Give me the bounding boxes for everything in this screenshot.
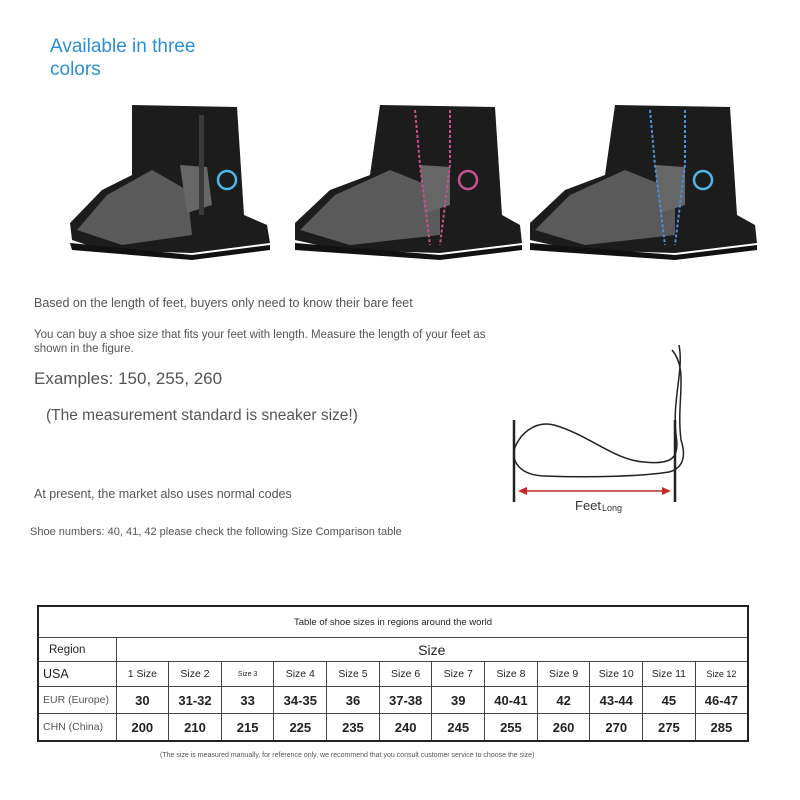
table-cell: 1 Size xyxy=(116,662,169,687)
region-header: Region xyxy=(38,638,116,662)
headline: Available in three colors xyxy=(50,36,196,80)
table-header-row xyxy=(38,638,748,662)
stitch-line xyxy=(199,115,204,215)
table-cell: 31-32 xyxy=(169,687,222,714)
table-cell: Size 8 xyxy=(485,662,538,687)
table-cell: 215 xyxy=(221,714,274,742)
foot-measurement-diagram xyxy=(494,340,694,520)
table-cell: Size 10 xyxy=(590,662,643,687)
table-cell: Size 6 xyxy=(379,662,432,687)
table-cell: 260 xyxy=(537,714,590,742)
table-cell: Size 2 xyxy=(169,662,222,687)
row-label-usa: USA xyxy=(38,662,116,687)
product-images xyxy=(0,95,800,265)
table-cell: 43-44 xyxy=(590,687,643,714)
table-cell: 30 xyxy=(116,687,169,714)
market-codes-text: At present, the market also uses normal codes xyxy=(34,487,292,501)
feet-length-label: Feet$_{Long}$ xyxy=(575,498,623,513)
table-row xyxy=(38,714,748,742)
table-cell: 46-47 xyxy=(695,687,748,714)
table-caption: Table of shoe sizes in regions around the world xyxy=(38,606,748,638)
table-cell: 225 xyxy=(274,714,327,742)
shoe-numbers-text: Shoe numbers: 40, 41, 42 please check the following Size Comparison table xyxy=(30,526,402,538)
table-caption-row xyxy=(38,606,748,638)
table-cell: 34-35 xyxy=(274,687,327,714)
boot-image-blue[interactable] xyxy=(530,105,757,260)
instruction-line-1: Based on the length of feet, buyers only need to know their bare feet xyxy=(34,296,413,310)
table-cell: Size 9 xyxy=(537,662,590,687)
table-cell: 39 xyxy=(432,687,485,714)
table-cell: Size 4 xyxy=(274,662,327,687)
table-cell: 40-41 xyxy=(485,687,538,714)
table-cell: 245 xyxy=(432,714,485,742)
foot-outline xyxy=(514,345,684,477)
table-cell: 275 xyxy=(643,714,696,742)
table-row xyxy=(38,687,748,714)
measurement-standard-text: (The measurement standard is sneaker size!) xyxy=(46,407,358,424)
size-header: Size xyxy=(116,638,748,662)
table-cell: Size 12 xyxy=(695,662,748,687)
table-cell: 45 xyxy=(643,687,696,714)
table-cell: 200 xyxy=(116,714,169,742)
table-cell: 33 xyxy=(221,687,274,714)
table-cell: 270 xyxy=(590,714,643,742)
table-cell: 240 xyxy=(379,714,432,742)
table-cell: 235 xyxy=(327,714,380,742)
arrow-head-left xyxy=(518,487,527,495)
footnote: (The size is measured manually, for reference only, we recommend that you consult customer service to choose the size) xyxy=(160,752,535,759)
table-cell: 37-38 xyxy=(379,687,432,714)
examples-text: Examples: 150, 255, 260 xyxy=(34,369,223,388)
table-cell: 36 xyxy=(327,687,380,714)
row-label-eur: EUR (Europe) xyxy=(38,687,116,714)
table-cell: Size 11 xyxy=(643,662,696,687)
table-cell: 210 xyxy=(169,714,222,742)
arrow-head-right xyxy=(662,487,671,495)
table-cell: Size 5 xyxy=(327,662,380,687)
table-cell: 255 xyxy=(485,714,538,742)
table-cell: 42 xyxy=(537,687,590,714)
instruction-line-2: You can buy a shoe size that fits your feet with length. Measure the length of your feet as shown in the figure. xyxy=(34,329,486,355)
table-cell: 285 xyxy=(695,714,748,742)
table-cell: Size 7 xyxy=(432,662,485,687)
table-cell: Size 3 xyxy=(221,662,274,687)
boot-image-black[interactable] xyxy=(70,105,270,260)
size-comparison-table xyxy=(37,605,749,742)
table-row xyxy=(38,662,748,687)
row-label-chn: CHN (China) xyxy=(38,714,116,742)
boot-image-pink[interactable] xyxy=(295,105,522,260)
